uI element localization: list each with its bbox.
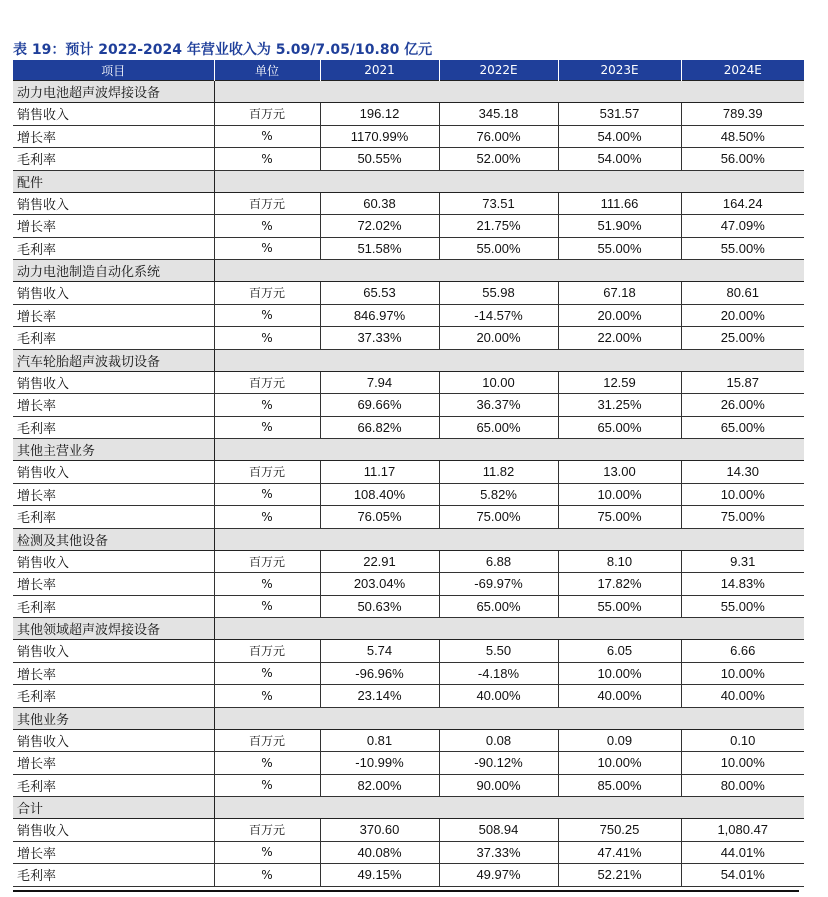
row-item-label: 销售收入 bbox=[13, 192, 214, 215]
value-cell-2024e: 14.83% bbox=[681, 573, 804, 596]
value-cell-2024e: 55.00% bbox=[681, 237, 804, 260]
section-fill bbox=[214, 81, 804, 103]
row-unit: % bbox=[214, 304, 320, 327]
value-cell-2024e: 20.00% bbox=[681, 304, 804, 327]
value-cell-2021: -10.99% bbox=[320, 752, 439, 775]
value-cell-2022e: 65.00% bbox=[439, 595, 558, 618]
value-cell-2022e: 10.00 bbox=[439, 371, 558, 394]
value-cell-2022e: 508.94 bbox=[439, 819, 558, 842]
value-cell-2021: 51.58% bbox=[320, 237, 439, 260]
value-cell-2024e: 0.10 bbox=[681, 729, 804, 752]
row-item-label: 增长率 bbox=[13, 215, 214, 238]
value-cell-2022e: 5.50 bbox=[439, 640, 558, 663]
value-cell-2021: 40.08% bbox=[320, 841, 439, 864]
row-item-label: 增长率 bbox=[13, 394, 214, 417]
value-cell-2021: 82.00% bbox=[320, 774, 439, 797]
value-cell-2023e: 12.59 bbox=[558, 371, 681, 394]
section-row bbox=[13, 81, 804, 103]
value-cell-2022e: 0.08 bbox=[439, 729, 558, 752]
section-fill bbox=[214, 707, 804, 729]
value-cell-2021: 196.12 bbox=[320, 103, 439, 126]
row-item-label: 增长率 bbox=[13, 752, 214, 775]
value-cell-2023e: 750.25 bbox=[558, 819, 681, 842]
value-cell-2021: 50.63% bbox=[320, 595, 439, 618]
value-cell-2024e: 48.50% bbox=[681, 125, 804, 148]
row-unit: 百万元 bbox=[214, 461, 320, 484]
section-title: 动力电池制造自动化系统 bbox=[13, 260, 214, 282]
row-item-label: 增长率 bbox=[13, 662, 214, 685]
value-cell-2024e: 26.00% bbox=[681, 394, 804, 417]
value-cell-2024e: 1,080.47 bbox=[681, 819, 804, 842]
row-unit: % bbox=[214, 752, 320, 775]
value-cell-2021: 23.14% bbox=[320, 685, 439, 708]
value-cell-2023e: 47.41% bbox=[558, 841, 681, 864]
section-fill bbox=[214, 618, 804, 640]
value-cell-2021: 7.94 bbox=[320, 371, 439, 394]
table-row bbox=[13, 304, 804, 327]
value-cell-2022e: 11.82 bbox=[439, 461, 558, 484]
value-cell-2021: 203.04% bbox=[320, 573, 439, 596]
table-row bbox=[13, 103, 804, 126]
value-cell-2023e: 10.00% bbox=[558, 662, 681, 685]
value-cell-2023e: 20.00% bbox=[558, 304, 681, 327]
value-cell-2022e: -69.97% bbox=[439, 573, 558, 596]
section-title: 其他领域超声波焊接设备 bbox=[13, 618, 214, 640]
row-unit: % bbox=[214, 215, 320, 238]
row-unit: % bbox=[214, 685, 320, 708]
section-row bbox=[13, 528, 804, 550]
value-cell-2023e: 10.00% bbox=[558, 483, 681, 506]
row-item-label: 毛利率 bbox=[13, 416, 214, 439]
row-unit: % bbox=[214, 237, 320, 260]
header-2024e: 2024E bbox=[681, 60, 804, 81]
header-item: 项目 bbox=[13, 60, 214, 81]
value-cell-2021: 66.82% bbox=[320, 416, 439, 439]
value-cell-2024e: 15.87 bbox=[681, 371, 804, 394]
table-row bbox=[13, 752, 804, 775]
section-title: 汽车轮胎超声波裁切设备 bbox=[13, 349, 214, 371]
value-cell-2021: 76.05% bbox=[320, 506, 439, 529]
row-item-label: 增长率 bbox=[13, 304, 214, 327]
value-cell-2021: 72.02% bbox=[320, 215, 439, 238]
table-caption: 表 19：预计 2022-2024 年营业收入为 5.09/7.05/10.80 亿元 bbox=[13, 42, 433, 58]
value-cell-2021: 50.55% bbox=[320, 148, 439, 171]
table-row bbox=[13, 685, 804, 708]
section-row bbox=[13, 707, 804, 729]
value-cell-2024e: 789.39 bbox=[681, 103, 804, 126]
row-unit: 百万元 bbox=[214, 640, 320, 663]
section-title: 配件 bbox=[13, 170, 214, 192]
value-cell-2022e: 65.00% bbox=[439, 416, 558, 439]
value-cell-2024e: 80.00% bbox=[681, 774, 804, 797]
value-cell-2022e: 40.00% bbox=[439, 685, 558, 708]
value-cell-2021: 69.66% bbox=[320, 394, 439, 417]
row-unit: 百万元 bbox=[214, 103, 320, 126]
value-cell-2023e: 52.21% bbox=[558, 864, 681, 887]
row-item-label: 销售收入 bbox=[13, 461, 214, 484]
value-cell-2023e: 31.25% bbox=[558, 394, 681, 417]
section-fill bbox=[214, 170, 804, 192]
table-row bbox=[13, 774, 804, 797]
value-cell-2023e: 67.18 bbox=[558, 282, 681, 305]
row-item-label: 销售收入 bbox=[13, 550, 214, 573]
section-row bbox=[13, 439, 804, 461]
row-item-label: 增长率 bbox=[13, 841, 214, 864]
section-fill bbox=[214, 797, 804, 819]
table-body bbox=[13, 81, 804, 887]
section-fill bbox=[214, 528, 804, 550]
value-cell-2021: 5.74 bbox=[320, 640, 439, 663]
forecast-table bbox=[13, 60, 804, 887]
row-item-label: 毛利率 bbox=[13, 685, 214, 708]
row-unit: % bbox=[214, 841, 320, 864]
value-cell-2024e: 44.01% bbox=[681, 841, 804, 864]
value-cell-2023e: 13.00 bbox=[558, 461, 681, 484]
value-cell-2024e: 10.00% bbox=[681, 483, 804, 506]
value-cell-2022e: 20.00% bbox=[439, 327, 558, 350]
value-cell-2022e: -14.57% bbox=[439, 304, 558, 327]
value-cell-2024e: 6.66 bbox=[681, 640, 804, 663]
value-cell-2024e: 164.24 bbox=[681, 192, 804, 215]
value-cell-2022e: 6.88 bbox=[439, 550, 558, 573]
value-cell-2022e: 345.18 bbox=[439, 103, 558, 126]
value-cell-2021: 846.97% bbox=[320, 304, 439, 327]
value-cell-2024e: 9.31 bbox=[681, 550, 804, 573]
row-item-label: 销售收入 bbox=[13, 640, 214, 663]
value-cell-2021: 60.38 bbox=[320, 192, 439, 215]
value-cell-2024e: 10.00% bbox=[681, 752, 804, 775]
row-item-label: 销售收入 bbox=[13, 282, 214, 305]
value-cell-2021: 1170.99% bbox=[320, 125, 439, 148]
value-cell-2024e: 25.00% bbox=[681, 327, 804, 350]
row-unit: % bbox=[214, 662, 320, 685]
value-cell-2024e: 75.00% bbox=[681, 506, 804, 529]
row-unit: % bbox=[214, 483, 320, 506]
section-title: 其他业务 bbox=[13, 707, 214, 729]
row-item-label: 毛利率 bbox=[13, 506, 214, 529]
value-cell-2022e: 49.97% bbox=[439, 864, 558, 887]
value-cell-2021: 37.33% bbox=[320, 327, 439, 350]
value-cell-2023e: 54.00% bbox=[558, 125, 681, 148]
section-title: 合计 bbox=[13, 797, 214, 819]
section-title: 动力电池超声波焊接设备 bbox=[13, 81, 214, 103]
value-cell-2023e: 55.00% bbox=[558, 595, 681, 618]
section-fill bbox=[214, 349, 804, 371]
table-row bbox=[13, 327, 804, 350]
section-fill bbox=[214, 260, 804, 282]
table-row bbox=[13, 125, 804, 148]
value-cell-2024e: 80.61 bbox=[681, 282, 804, 305]
table-row bbox=[13, 729, 804, 752]
value-cell-2021: 370.60 bbox=[320, 819, 439, 842]
value-cell-2024e: 14.30 bbox=[681, 461, 804, 484]
header-2022e: 2022E bbox=[439, 60, 558, 81]
value-cell-2023e: 111.66 bbox=[558, 192, 681, 215]
table-row bbox=[13, 416, 804, 439]
value-cell-2023e: 531.57 bbox=[558, 103, 681, 126]
table-row bbox=[13, 483, 804, 506]
value-cell-2024e: 65.00% bbox=[681, 416, 804, 439]
table-row bbox=[13, 550, 804, 573]
table-row bbox=[13, 282, 804, 305]
table-row bbox=[13, 192, 804, 215]
row-item-label: 销售收入 bbox=[13, 729, 214, 752]
row-unit: % bbox=[214, 506, 320, 529]
value-cell-2021: -96.96% bbox=[320, 662, 439, 685]
table-row bbox=[13, 841, 804, 864]
table-row bbox=[13, 595, 804, 618]
table-row bbox=[13, 573, 804, 596]
row-unit: % bbox=[214, 774, 320, 797]
table-row bbox=[13, 819, 804, 842]
row-unit: % bbox=[214, 394, 320, 417]
table-row bbox=[13, 394, 804, 417]
value-cell-2024e: 40.00% bbox=[681, 685, 804, 708]
section-row bbox=[13, 349, 804, 371]
row-item-label: 增长率 bbox=[13, 573, 214, 596]
value-cell-2024e: 47.09% bbox=[681, 215, 804, 238]
value-cell-2022e: -90.12% bbox=[439, 752, 558, 775]
row-unit: 百万元 bbox=[214, 282, 320, 305]
value-cell-2024e: 54.01% bbox=[681, 864, 804, 887]
table-row bbox=[13, 215, 804, 238]
row-unit: 百万元 bbox=[214, 550, 320, 573]
row-item-label: 毛利率 bbox=[13, 237, 214, 260]
value-cell-2022e: 37.33% bbox=[439, 841, 558, 864]
value-cell-2023e: 22.00% bbox=[558, 327, 681, 350]
value-cell-2021: 22.91 bbox=[320, 550, 439, 573]
value-cell-2022e: -4.18% bbox=[439, 662, 558, 685]
value-cell-2023e: 6.05 bbox=[558, 640, 681, 663]
row-unit: 百万元 bbox=[214, 192, 320, 215]
bottom-rule bbox=[13, 890, 799, 892]
value-cell-2023e: 75.00% bbox=[558, 506, 681, 529]
row-unit: % bbox=[214, 595, 320, 618]
value-cell-2022e: 52.00% bbox=[439, 148, 558, 171]
value-cell-2022e: 55.00% bbox=[439, 237, 558, 260]
table-row bbox=[13, 461, 804, 484]
section-row bbox=[13, 170, 804, 192]
value-cell-2023e: 55.00% bbox=[558, 237, 681, 260]
value-cell-2023e: 10.00% bbox=[558, 752, 681, 775]
row-unit: % bbox=[214, 327, 320, 350]
table-row bbox=[13, 506, 804, 529]
value-cell-2023e: 17.82% bbox=[558, 573, 681, 596]
value-cell-2023e: 40.00% bbox=[558, 685, 681, 708]
row-unit: % bbox=[214, 573, 320, 596]
value-cell-2024e: 10.00% bbox=[681, 662, 804, 685]
value-cell-2022e: 90.00% bbox=[439, 774, 558, 797]
section-title: 其他主营业务 bbox=[13, 439, 214, 461]
row-item-label: 毛利率 bbox=[13, 595, 214, 618]
table-row bbox=[13, 371, 804, 394]
row-item-label: 销售收入 bbox=[13, 103, 214, 126]
value-cell-2023e: 65.00% bbox=[558, 416, 681, 439]
row-item-label: 销售收入 bbox=[13, 371, 214, 394]
value-cell-2023e: 51.90% bbox=[558, 215, 681, 238]
row-unit: 百万元 bbox=[214, 819, 320, 842]
value-cell-2021: 65.53 bbox=[320, 282, 439, 305]
header-2023e: 2023E bbox=[558, 60, 681, 81]
section-title: 检测及其他设备 bbox=[13, 528, 214, 550]
value-cell-2024e: 56.00% bbox=[681, 148, 804, 171]
section-row bbox=[13, 618, 804, 640]
value-cell-2022e: 21.75% bbox=[439, 215, 558, 238]
value-cell-2022e: 5.82% bbox=[439, 483, 558, 506]
row-unit: % bbox=[214, 416, 320, 439]
header-2021: 2021 bbox=[320, 60, 439, 81]
row-item-label: 毛利率 bbox=[13, 864, 214, 887]
section-fill bbox=[214, 439, 804, 461]
value-cell-2022e: 36.37% bbox=[439, 394, 558, 417]
header-unit: 单位 bbox=[214, 60, 320, 81]
table-row bbox=[13, 148, 804, 171]
row-item-label: 增长率 bbox=[13, 125, 214, 148]
row-unit: 百万元 bbox=[214, 729, 320, 752]
table-row bbox=[13, 640, 804, 663]
table-row bbox=[13, 662, 804, 685]
value-cell-2022e: 73.51 bbox=[439, 192, 558, 215]
row-item-label: 毛利率 bbox=[13, 774, 214, 797]
value-cell-2023e: 0.09 bbox=[558, 729, 681, 752]
section-row bbox=[13, 797, 804, 819]
value-cell-2023e: 54.00% bbox=[558, 148, 681, 171]
value-cell-2024e: 55.00% bbox=[681, 595, 804, 618]
value-cell-2022e: 76.00% bbox=[439, 125, 558, 148]
value-cell-2023e: 85.00% bbox=[558, 774, 681, 797]
header-row bbox=[13, 60, 804, 81]
row-unit: % bbox=[214, 148, 320, 171]
row-item-label: 毛利率 bbox=[13, 327, 214, 350]
value-cell-2023e: 8.10 bbox=[558, 550, 681, 573]
row-unit: 百万元 bbox=[214, 371, 320, 394]
table-row bbox=[13, 237, 804, 260]
row-unit: % bbox=[214, 864, 320, 887]
row-unit: % bbox=[214, 125, 320, 148]
value-cell-2021: 11.17 bbox=[320, 461, 439, 484]
row-item-label: 销售收入 bbox=[13, 819, 214, 842]
value-cell-2022e: 75.00% bbox=[439, 506, 558, 529]
value-cell-2021: 0.81 bbox=[320, 729, 439, 752]
table-row bbox=[13, 864, 804, 887]
value-cell-2022e: 55.98 bbox=[439, 282, 558, 305]
section-row bbox=[13, 260, 804, 282]
value-cell-2021: 108.40% bbox=[320, 483, 439, 506]
row-item-label: 毛利率 bbox=[13, 148, 214, 171]
value-cell-2021: 49.15% bbox=[320, 864, 439, 887]
row-item-label: 增长率 bbox=[13, 483, 214, 506]
